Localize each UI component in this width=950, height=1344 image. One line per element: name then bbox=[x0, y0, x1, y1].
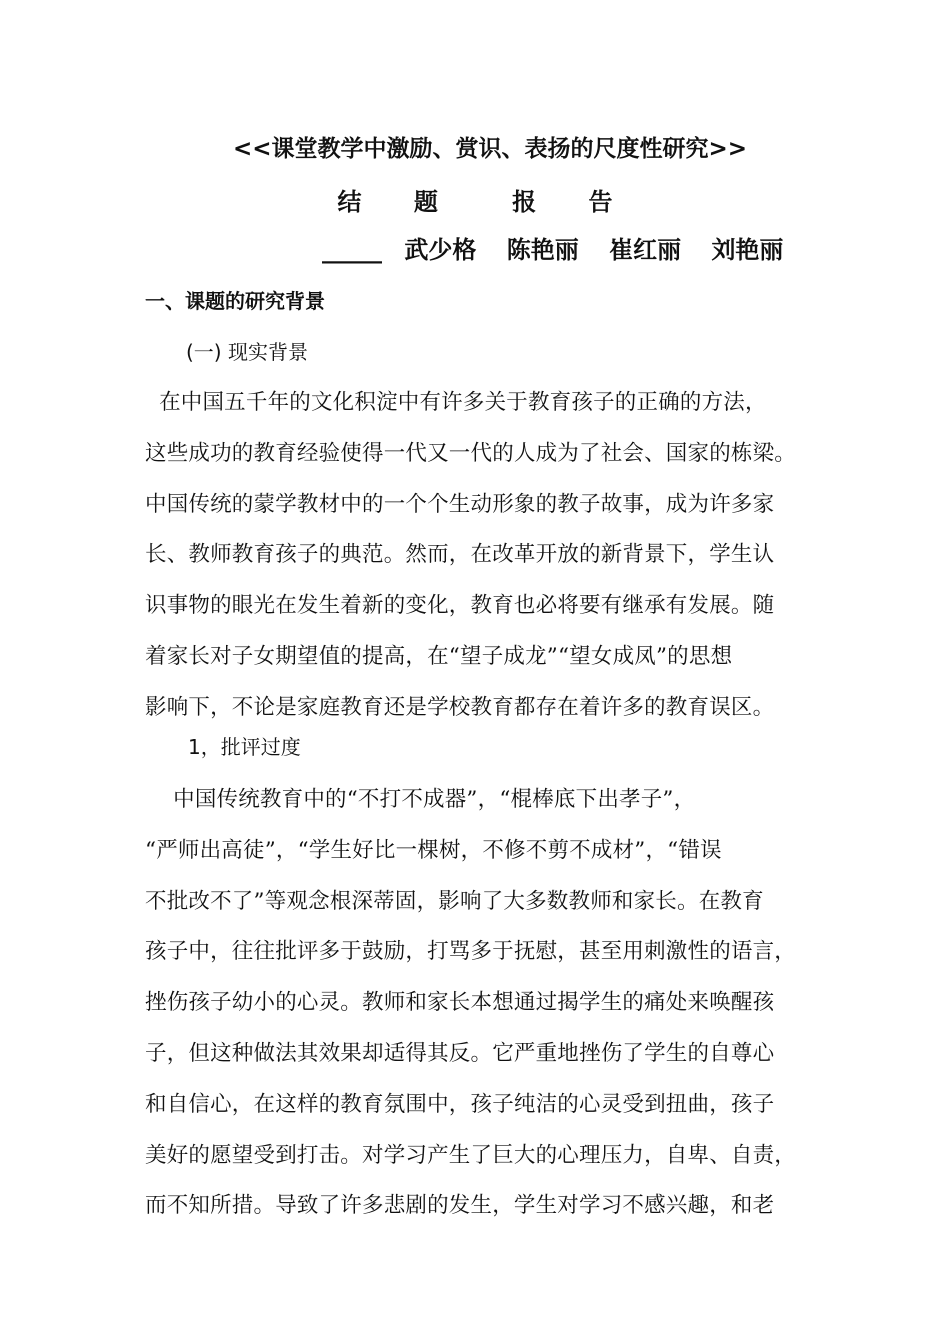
author-name: 刘艳丽 bbox=[711, 236, 784, 264]
report-type-char: 结 bbox=[337, 188, 362, 216]
paragraph-line: 挫伤孩子幼小的心灵。教师和家长本想通过揭学生的痛处来唤醒孩 bbox=[145, 990, 775, 1016]
item-heading: 1，批评过度 bbox=[188, 735, 301, 759]
criticism-paragraph bbox=[145, 775, 835, 1232]
background-paragraph bbox=[145, 378, 835, 734]
author-name: 武少格 bbox=[404, 236, 477, 264]
author-name: 陈艳丽 bbox=[506, 236, 579, 264]
paragraph-line: 识事物的眼光在发生着新的变化，教育也必将要有继承有发展。随 bbox=[145, 593, 775, 619]
section-heading: 一、课题的研究背景 bbox=[145, 289, 325, 313]
paragraph-line: 这些成功的教育经验使得一代又一代的人成为了社会、国家的栋梁。 bbox=[145, 440, 797, 466]
subsection-heading: (一) 现实背景 bbox=[186, 340, 308, 364]
paragraph-line: 长、教师教育孩子的典范。然而，在改革开放的新背景下，学生认 bbox=[145, 542, 775, 568]
authors-prefix: _____ bbox=[322, 236, 382, 264]
paragraph-line: 中国传统的蒙学教材中的一个个生动形象的教子故事，成为许多家 bbox=[145, 491, 775, 517]
document-title: <<课堂教学中激励、赏识、表扬的尺度性研究>> bbox=[232, 136, 748, 162]
paragraph-line: 美好的愿望受到打击。对学习产生了巨大的心理压力，自卑、自责， bbox=[145, 1142, 797, 1168]
paragraph-line: 而不知所措。导致了许多悲剧的发生，学生对学习不感兴趣，和老 bbox=[145, 1193, 775, 1219]
paragraph-line: 影响下，不论是家庭教育还是学校教育都存在着许多的教育误区。 bbox=[145, 694, 775, 720]
paragraph-line: 不批改不了”等观念根深蒂固，影响了大多数教师和家长。在教育 bbox=[145, 888, 764, 914]
author-name: 崔红丽 bbox=[609, 236, 682, 264]
paragraph-line: 子，但这种做法其效果却适得其反。它严重地挫伤了学生的自尊心 bbox=[145, 1040, 775, 1066]
report-type-char: 题 bbox=[413, 188, 438, 216]
paragraph-line: 中国传统教育中的“不打不成器”，“棍棒底下出孝子”， bbox=[145, 787, 696, 812]
paragraph-line: “严师出高徒”，“学生好比一棵树，不修不剪不成材”，“错误 bbox=[145, 837, 722, 863]
report-type-char: 告 bbox=[588, 188, 613, 216]
report-type-char: 报 bbox=[512, 188, 537, 216]
paragraph-line: 着家长对子女期望值的提高，在“望子成龙”“望女成凤”的思想 bbox=[145, 643, 733, 669]
paragraph-line: 和自信心，在这样的教育氛围中，孩子纯洁的心灵受到扭曲，孩子 bbox=[145, 1091, 775, 1117]
authors-line bbox=[322, 233, 805, 267]
paragraph-line: 孩子中，往往批评多于鼓励，打骂多于抚慰，甚至用刺激性的语言， bbox=[145, 939, 797, 965]
report-type-heading bbox=[0, 185, 950, 219]
paragraph-line: 在中国五千年的文化积淀中有许多关于教育孩子的正确的方法， bbox=[145, 390, 767, 415]
